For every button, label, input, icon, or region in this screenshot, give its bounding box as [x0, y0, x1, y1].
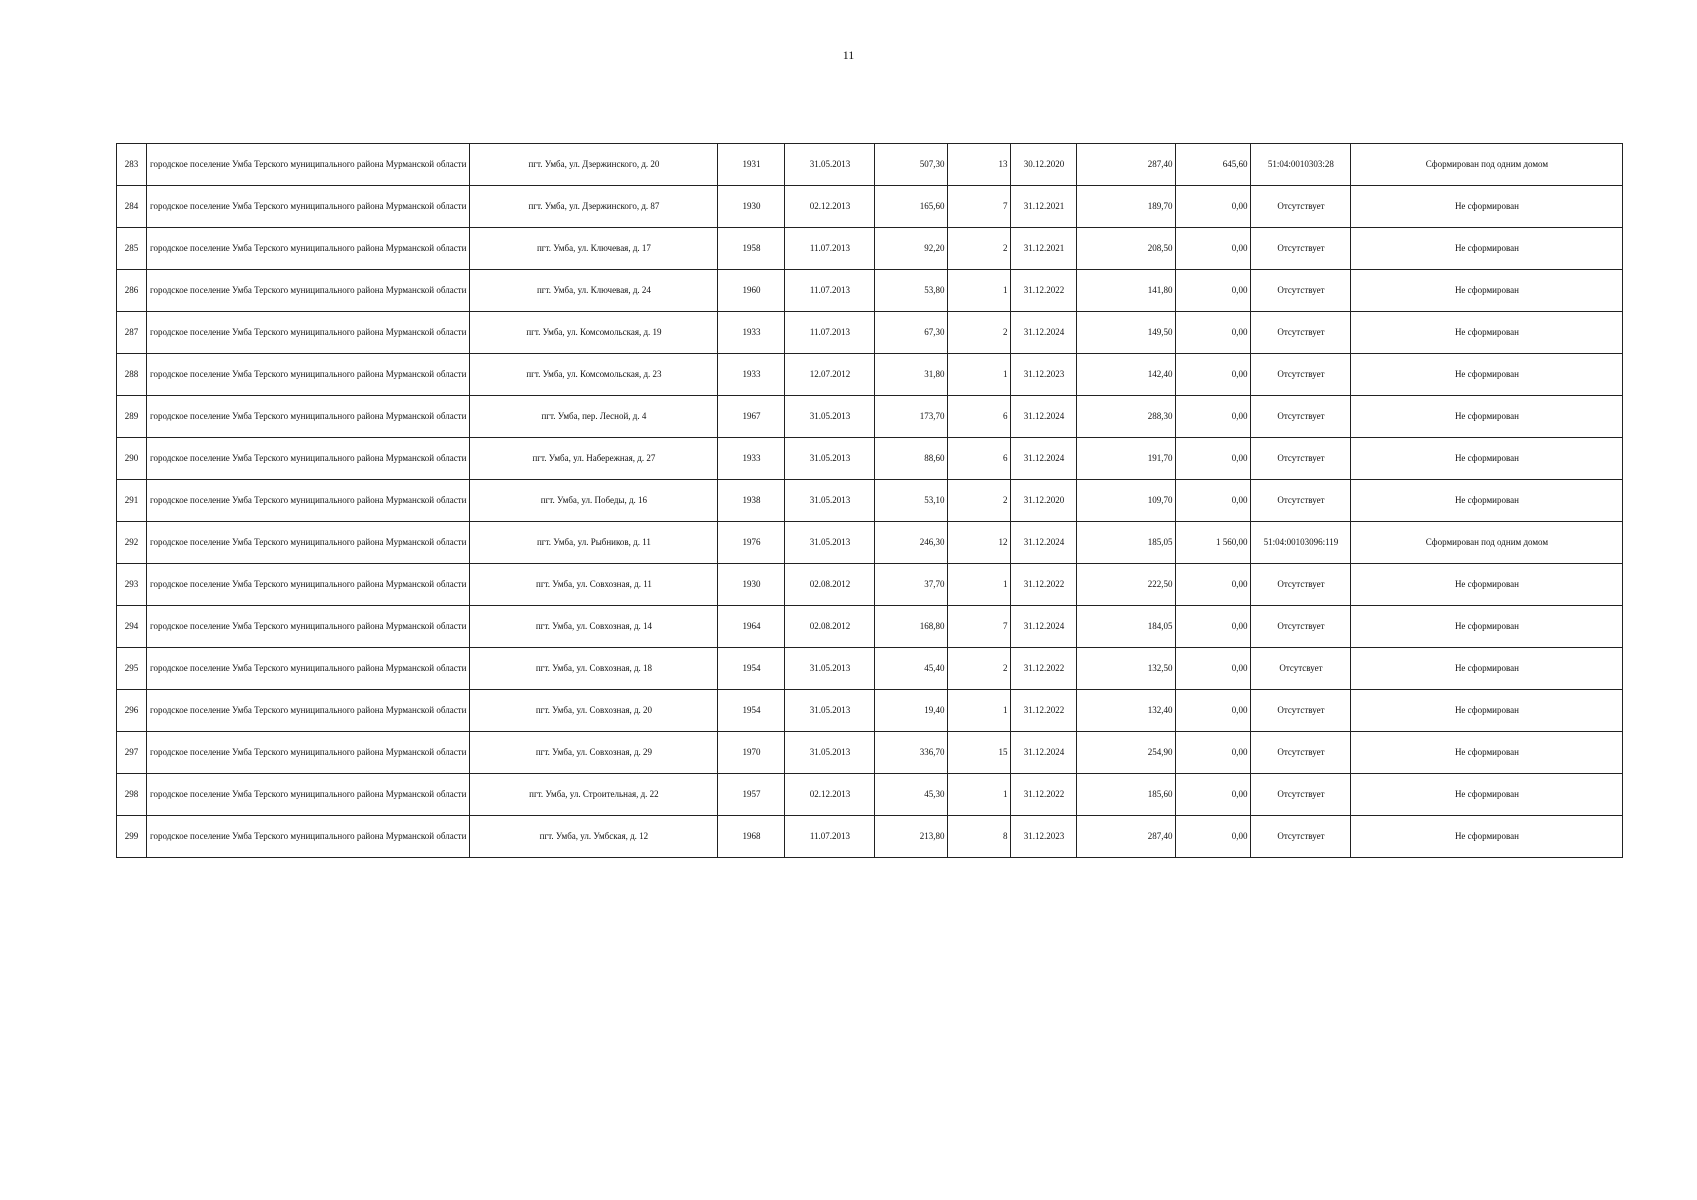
- area-cell: 173,70: [875, 396, 948, 438]
- area-cell: 336,70: [875, 732, 948, 774]
- housing-registry-table: [116, 143, 1623, 858]
- land-status-cell: Не сформирован: [1351, 438, 1623, 480]
- land-status-cell: Не сформирован: [1351, 606, 1623, 648]
- residents-cell: 15: [948, 732, 1011, 774]
- row-number-cell: 298: [117, 774, 147, 816]
- address-cell: пгт. Умба, пер. Лесной, д. 4: [470, 396, 718, 438]
- address-cell: пгт. Умба, ул. Ключевая, д. 17: [470, 228, 718, 270]
- table-row: [117, 186, 1623, 228]
- resettlement-deadline-cell: 31.12.2024: [1011, 606, 1077, 648]
- area-secondary-cell: 185,60: [1077, 774, 1176, 816]
- address-cell: пгт. Умба, ул. Строительная, д. 22: [470, 774, 718, 816]
- table-row: [117, 354, 1623, 396]
- address-cell: пгт. Умба, ул. Комсомольская, д. 19: [470, 312, 718, 354]
- land-status-cell: Не сформирован: [1351, 396, 1623, 438]
- row-number-cell: 297: [117, 732, 147, 774]
- land-status-cell: Не сформирован: [1351, 774, 1623, 816]
- recognition-date-cell: 31.05.2013: [785, 690, 875, 732]
- municipality-cell: городское поселение Умба Терского муниципального района Мурманской области: [147, 438, 470, 480]
- page-number: 11: [842, 48, 855, 62]
- resettlement-deadline-cell: 31.12.2022: [1011, 270, 1077, 312]
- residents-cell: 2: [948, 228, 1011, 270]
- address-cell: пгт. Умба, ул. Набережная, д. 27: [470, 438, 718, 480]
- table-row: [117, 732, 1623, 774]
- cadastral-number-cell: Отсутствует: [1251, 816, 1351, 858]
- land-area-cell: 0,00: [1176, 270, 1251, 312]
- table-row: [117, 816, 1623, 858]
- land-area-cell: 0,00: [1176, 816, 1251, 858]
- table-row: [117, 774, 1623, 816]
- municipality-cell: городское поселение Умба Терского муниципального района Мурманской области: [147, 270, 470, 312]
- land-status-cell: Не сформирован: [1351, 228, 1623, 270]
- area-cell: 31,80: [875, 354, 948, 396]
- row-number-cell: 284: [117, 186, 147, 228]
- table-row: [117, 396, 1623, 438]
- area-secondary-cell: 132,40: [1077, 690, 1176, 732]
- resettlement-deadline-cell: 31.12.2022: [1011, 564, 1077, 606]
- recognition-date-cell: 31.05.2013: [785, 144, 875, 186]
- year-built-cell: 1930: [718, 186, 785, 228]
- land-area-cell: 645,60: [1176, 144, 1251, 186]
- residents-cell: 6: [948, 438, 1011, 480]
- area-secondary-cell: 287,40: [1077, 816, 1176, 858]
- row-number-cell: 287: [117, 312, 147, 354]
- recognition-date-cell: 31.05.2013: [785, 732, 875, 774]
- area-secondary-cell: 189,70: [1077, 186, 1176, 228]
- land-area-cell: 0,00: [1176, 396, 1251, 438]
- resettlement-deadline-cell: 31.12.2022: [1011, 690, 1077, 732]
- address-cell: пгт. Умба, ул. Рыбников, д. 11: [470, 522, 718, 564]
- address-cell: пгт. Умба, ул. Ключевая, д. 24: [470, 270, 718, 312]
- table-body: [117, 144, 1623, 858]
- residents-cell: 1: [948, 354, 1011, 396]
- recognition-date-cell: 02.12.2013: [785, 774, 875, 816]
- year-built-cell: 1933: [718, 438, 785, 480]
- address-cell: пгт. Умба, ул. Дзержинского, д. 20: [470, 144, 718, 186]
- table-row: [117, 480, 1623, 522]
- cadastral-number-cell: Отсутствует: [1251, 270, 1351, 312]
- table-row: [117, 648, 1623, 690]
- row-number-cell: 293: [117, 564, 147, 606]
- municipality-cell: городское поселение Умба Терского муниципального района Мурманской области: [147, 144, 470, 186]
- address-cell: пгт. Умба, ул. Совхозная, д. 20: [470, 690, 718, 732]
- resettlement-deadline-cell: 31.12.2020: [1011, 480, 1077, 522]
- cadastral-number-cell: Отсутствует: [1251, 732, 1351, 774]
- area-cell: 53,10: [875, 480, 948, 522]
- land-status-cell: Не сформирован: [1351, 312, 1623, 354]
- residents-cell: 12: [948, 522, 1011, 564]
- land-status-cell: Не сформирован: [1351, 270, 1623, 312]
- area-cell: 246,30: [875, 522, 948, 564]
- row-number-cell: 288: [117, 354, 147, 396]
- cadastral-number-cell: Отсутсвует: [1251, 648, 1351, 690]
- land-area-cell: 0,00: [1176, 312, 1251, 354]
- address-cell: пгт. Умба, ул. Совхозная, д. 18: [470, 648, 718, 690]
- municipality-cell: городское поселение Умба Терского муниципального района Мурманской области: [147, 480, 470, 522]
- year-built-cell: 1954: [718, 690, 785, 732]
- municipality-cell: городское поселение Умба Терского муниципального района Мурманской области: [147, 312, 470, 354]
- area-secondary-cell: 185,05: [1077, 522, 1176, 564]
- year-built-cell: 1976: [718, 522, 785, 564]
- address-cell: пгт. Умба, ул. Совхозная, д. 11: [470, 564, 718, 606]
- residents-cell: 13: [948, 144, 1011, 186]
- area-secondary-cell: 132,50: [1077, 648, 1176, 690]
- row-number-cell: 286: [117, 270, 147, 312]
- address-cell: пгт. Умба, ул. Дзержинского, д. 87: [470, 186, 718, 228]
- land-status-cell: Не сформирован: [1351, 732, 1623, 774]
- municipality-cell: городское поселение Умба Терского муниципального района Мурманской области: [147, 606, 470, 648]
- resettlement-deadline-cell: 31.12.2023: [1011, 816, 1077, 858]
- year-built-cell: 1960: [718, 270, 785, 312]
- residents-cell: 1: [948, 774, 1011, 816]
- area-cell: 213,80: [875, 816, 948, 858]
- land-area-cell: 0,00: [1176, 438, 1251, 480]
- cadastral-number-cell: 51:04:00103096:119: [1251, 522, 1351, 564]
- recognition-date-cell: 11.07.2013: [785, 270, 875, 312]
- cadastral-number-cell: Отсутствует: [1251, 228, 1351, 270]
- cadastral-number-cell: Отсутствует: [1251, 186, 1351, 228]
- table-row: [117, 522, 1623, 564]
- address-cell: пгт. Умба, ул. Победы, д. 16: [470, 480, 718, 522]
- resettlement-deadline-cell: 31.12.2021: [1011, 186, 1077, 228]
- cadastral-number-cell: Отсутствует: [1251, 606, 1351, 648]
- municipality-cell: городское поселение Умба Терского муниципального района Мурманской области: [147, 564, 470, 606]
- municipality-cell: городское поселение Умба Терского муниципального района Мурманской области: [147, 354, 470, 396]
- resettlement-deadline-cell: 31.12.2024: [1011, 732, 1077, 774]
- address-cell: пгт. Умба, ул. Совхозная, д. 14: [470, 606, 718, 648]
- cadastral-number-cell: Отсутствует: [1251, 354, 1351, 396]
- land-area-cell: 0,00: [1176, 648, 1251, 690]
- recognition-date-cell: 31.05.2013: [785, 648, 875, 690]
- cadastral-number-cell: Отсутствует: [1251, 774, 1351, 816]
- land-area-cell: 0,00: [1176, 774, 1251, 816]
- table-row: [117, 144, 1623, 186]
- resettlement-deadline-cell: 31.12.2024: [1011, 312, 1077, 354]
- year-built-cell: 1964: [718, 606, 785, 648]
- residents-cell: 1: [948, 564, 1011, 606]
- year-built-cell: 1938: [718, 480, 785, 522]
- municipality-cell: городское поселение Умба Терского муниципального района Мурманской области: [147, 816, 470, 858]
- cadastral-number-cell: Отсутствует: [1251, 564, 1351, 606]
- area-secondary-cell: 222,50: [1077, 564, 1176, 606]
- land-status-cell: Не сформирован: [1351, 648, 1623, 690]
- year-built-cell: 1970: [718, 732, 785, 774]
- table-row: [117, 690, 1623, 732]
- year-built-cell: 1957: [718, 774, 785, 816]
- area-cell: 19,40: [875, 690, 948, 732]
- row-number-cell: 283: [117, 144, 147, 186]
- area-cell: 53,80: [875, 270, 948, 312]
- cadastral-number-cell: Отсутствует: [1251, 312, 1351, 354]
- municipality-cell: городское поселение Умба Терского муниципального района Мурманской области: [147, 648, 470, 690]
- land-status-cell: Не сформирован: [1351, 354, 1623, 396]
- area-secondary-cell: 142,40: [1077, 354, 1176, 396]
- municipality-cell: городское поселение Умба Терского муниципального района Мурманской области: [147, 522, 470, 564]
- year-built-cell: 1954: [718, 648, 785, 690]
- land-status-cell: Не сформирован: [1351, 564, 1623, 606]
- area-secondary-cell: 184,05: [1077, 606, 1176, 648]
- residents-cell: 7: [948, 186, 1011, 228]
- land-area-cell: 0,00: [1176, 186, 1251, 228]
- recognition-date-cell: 12.07.2012: [785, 354, 875, 396]
- resettlement-deadline-cell: 31.12.2024: [1011, 396, 1077, 438]
- row-number-cell: 299: [117, 816, 147, 858]
- area-cell: 45,40: [875, 648, 948, 690]
- row-number-cell: 291: [117, 480, 147, 522]
- land-area-cell: 0,00: [1176, 564, 1251, 606]
- year-built-cell: 1968: [718, 816, 785, 858]
- recognition-date-cell: 31.05.2013: [785, 522, 875, 564]
- year-built-cell: 1931: [718, 144, 785, 186]
- area-cell: 88,60: [875, 438, 948, 480]
- address-cell: пгт. Умба, ул. Комсомольская, д. 23: [470, 354, 718, 396]
- area-cell: 165,60: [875, 186, 948, 228]
- land-status-cell: Не сформирован: [1351, 186, 1623, 228]
- recognition-date-cell: 02.12.2013: [785, 186, 875, 228]
- recognition-date-cell: 31.05.2013: [785, 480, 875, 522]
- cadastral-number-cell: Отсутствует: [1251, 690, 1351, 732]
- land-area-cell: 0,00: [1176, 690, 1251, 732]
- residents-cell: 1: [948, 270, 1011, 312]
- municipality-cell: городское поселение Умба Терского муниципального района Мурманской области: [147, 186, 470, 228]
- resettlement-deadline-cell: 31.12.2023: [1011, 354, 1077, 396]
- land-area-cell: 0,00: [1176, 480, 1251, 522]
- cadastral-number-cell: Отсутствует: [1251, 438, 1351, 480]
- table-row: [117, 270, 1623, 312]
- residents-cell: 8: [948, 816, 1011, 858]
- area-secondary-cell: 141,80: [1077, 270, 1176, 312]
- recognition-date-cell: 11.07.2013: [785, 312, 875, 354]
- year-built-cell: 1930: [718, 564, 785, 606]
- resettlement-deadline-cell: 31.12.2024: [1011, 438, 1077, 480]
- land-status-cell: Не сформирован: [1351, 816, 1623, 858]
- recognition-date-cell: 11.07.2013: [785, 228, 875, 270]
- municipality-cell: городское поселение Умба Терского муниципального района Мурманской области: [147, 732, 470, 774]
- table-row: [117, 606, 1623, 648]
- row-number-cell: 294: [117, 606, 147, 648]
- row-number-cell: 290: [117, 438, 147, 480]
- row-number-cell: 289: [117, 396, 147, 438]
- area-cell: 507,30: [875, 144, 948, 186]
- table-row: [117, 438, 1623, 480]
- table-row: [117, 228, 1623, 270]
- row-number-cell: 296: [117, 690, 147, 732]
- land-status-cell: Сформирован под одним домом: [1351, 144, 1623, 186]
- cadastral-number-cell: 51:04:0010303:28: [1251, 144, 1351, 186]
- resettlement-deadline-cell: 31.12.2022: [1011, 774, 1077, 816]
- year-built-cell: 1958: [718, 228, 785, 270]
- municipality-cell: городское поселение Умба Терского муниципального района Мурманской области: [147, 690, 470, 732]
- residents-cell: 6: [948, 396, 1011, 438]
- land-status-cell: Сформирован под одним домом: [1351, 522, 1623, 564]
- row-number-cell: 285: [117, 228, 147, 270]
- area-cell: 37,70: [875, 564, 948, 606]
- residents-cell: 1: [948, 690, 1011, 732]
- area-secondary-cell: 287,40: [1077, 144, 1176, 186]
- municipality-cell: городское поселение Умба Терского муниципального района Мурманской области: [147, 774, 470, 816]
- row-number-cell: 292: [117, 522, 147, 564]
- municipality-cell: городское поселение Умба Терского муниципального района Мурманской области: [147, 396, 470, 438]
- year-built-cell: 1967: [718, 396, 785, 438]
- area-secondary-cell: 254,90: [1077, 732, 1176, 774]
- area-cell: 92,20: [875, 228, 948, 270]
- area-cell: 67,30: [875, 312, 948, 354]
- area-cell: 45,30: [875, 774, 948, 816]
- area-secondary-cell: 149,50: [1077, 312, 1176, 354]
- residents-cell: 2: [948, 480, 1011, 522]
- recognition-date-cell: 31.05.2013: [785, 438, 875, 480]
- residents-cell: 7: [948, 606, 1011, 648]
- resettlement-deadline-cell: 31.12.2022: [1011, 648, 1077, 690]
- table-row: [117, 564, 1623, 606]
- cadastral-number-cell: Отсутствует: [1251, 480, 1351, 522]
- area-secondary-cell: 208,50: [1077, 228, 1176, 270]
- land-area-cell: 0,00: [1176, 354, 1251, 396]
- year-built-cell: 1933: [718, 312, 785, 354]
- recognition-date-cell: 11.07.2013: [785, 816, 875, 858]
- residents-cell: 2: [948, 648, 1011, 690]
- resettlement-deadline-cell: 30.12.2020: [1011, 144, 1077, 186]
- address-cell: пгт. Умба, ул. Умбская, д. 12: [470, 816, 718, 858]
- recognition-date-cell: 02.08.2012: [785, 606, 875, 648]
- area-secondary-cell: 191,70: [1077, 438, 1176, 480]
- resettlement-deadline-cell: 31.12.2021: [1011, 228, 1077, 270]
- recognition-date-cell: 02.08.2012: [785, 564, 875, 606]
- municipality-cell: городское поселение Умба Терского муниципального района Мурманской области: [147, 228, 470, 270]
- land-area-cell: 0,00: [1176, 228, 1251, 270]
- row-number-cell: 295: [117, 648, 147, 690]
- recognition-date-cell: 31.05.2013: [785, 396, 875, 438]
- land-area-cell: 1 560,00: [1176, 522, 1251, 564]
- year-built-cell: 1933: [718, 354, 785, 396]
- area-cell: 168,80: [875, 606, 948, 648]
- area-secondary-cell: 288,30: [1077, 396, 1176, 438]
- land-status-cell: Не сформирован: [1351, 690, 1623, 732]
- area-secondary-cell: 109,70: [1077, 480, 1176, 522]
- resettlement-deadline-cell: 31.12.2024: [1011, 522, 1077, 564]
- table-row: [117, 312, 1623, 354]
- land-status-cell: Не сформирован: [1351, 480, 1623, 522]
- address-cell: пгт. Умба, ул. Совхозная, д. 29: [470, 732, 718, 774]
- land-area-cell: 0,00: [1176, 606, 1251, 648]
- land-area-cell: 0,00: [1176, 732, 1251, 774]
- residents-cell: 2: [948, 312, 1011, 354]
- cadastral-number-cell: Отсутствует: [1251, 396, 1351, 438]
